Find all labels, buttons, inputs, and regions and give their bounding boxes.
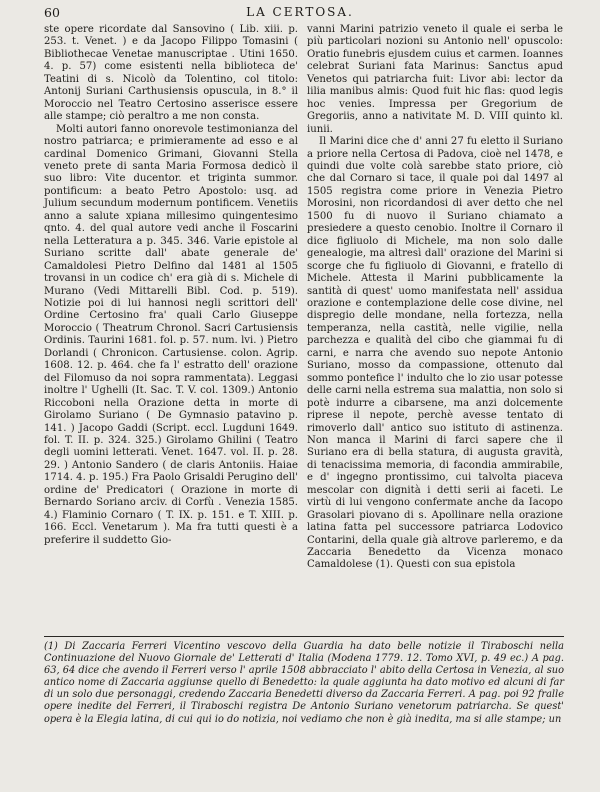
left-column [44, 24, 298, 547]
left-paragraph-2: Molti autori fanno onorevole testimonianza del nostro patriarca; e primieramente ad esso e al cardinal Domenico Grimani, Giovanni Stella veneto prete di santa Maria Formosa dedicò il suo libro: Vite ducentor. et triginta summor. pontificum: a beato Petro Apostolo: usq. ad Julium secundum modernum pontificem. Venetiis anno a salute xpiana millesimo quingentesimo qnto. 4. del qual autore vedi anche il Foscarini nella Letteratura a p. 345. 346. Varie epistole al Suriano scritte dall' abate generale de' Camaldolesi Pietro Delfino dal 1481 al 1505 trovansi in un codice ch' era già di s. Michele di Murano (Vedi Mittarelli Bibl. Cod. p. 519). Notizie poi di lui hannosi negli scrittori dell' Ordine Certosino fra' quali Carlo Giuseppe Moroccio ( Theatrum Chronol. Sacri Cartusiensis Ordinis. Taurini 1681. fol. p. 57. num. lvi. ) Pietro Dorlandi ( Chronicon. Cartusiense. colon. Agrip. 1608. 12. p. 464. che fa l' estratto dell' orazione del Filomuso da noi sopra rammentata). Leggasi inoltre l' Ughelli (It. Sac. T. V. col. 1309.) Antonio Riccoboni nella Orazione detta in morte di Girolamo Suriano ( De Gymnasio patavino p. 141. ) Jacopo Gaddi (Script. eccl. Lugduni 1649. fol. T. II. p. 324. 325.) Girolamo Ghilini ( Teatro degli uomini letterati. Venet. 1647. vol. II. p. 28. 29. ) Antonio Sandero ( de claris Antoniis. Haiae 1714. 4. p. 195.) Fra Paolo Grisaldi Perugino dell' ordine de' Predicatori ( Orazione in morte di Bernardo Soriano arciv. di Corfù . Venezia 1585. 4.) Flaminio Cornaro ( T. IX. p. 151. e T. XIII. p. 166. Eccl. Venetarum ). Ma fra tutti questi è a preferire il suddetto Gio- [44, 123, 298, 546]
right-paragraph-1: vanni Marini patrizio veneto il quale ei serba le più particolari nozioni su Antonio nell' opuscolo: Oratio funebris ejusdem cuius et carmen. Ioannes celebrat Suriani fata Marinus: Sanctus apud Venetos qui patriarcha fuit: Livor abi: lector da lilia manibus almis: Quod fuit hic flas: quod legis hoc venies. Impressa per Gregorium de Gregoriis, anno a nativitate M. D. VIII quinto kl. iunii. [307, 24, 564, 135]
footnote-rule [44, 636, 564, 637]
page-number: 60 [44, 5, 60, 20]
left-paragraph-1: ste opere ricordate dal Sansovino ( Lib. xiii. p. 253. t. Venet. ) e da Jacopo Filippo Tomasini ( Bibliothecae Venetae manuscriptae . Utini 1650. 4. p. 57) come esistenti nella biblioteca de' Teatini di s. Nicolò da Tolentino, col titolo: Antonij Suriani Carthusiensis opuscula, in 8.° il Moroccio nel Teatro Certosino asserisce essere alle stampe; ciò peraltro a me non consta. [44, 24, 298, 123]
right-column [307, 24, 563, 572]
page-header [0, 5, 600, 21]
footnote [44, 641, 564, 726]
footnote-text: (1) Di Zaccaria Ferreri Vicentino vescovo della Guardia ha dato belle notizie il Tiraboschi nella Continuazione del Nuovo Giornale de' Letterati d' Italia (Modena 1779. 12. Tomo XVI, p. 49 ec.) A pag. 63, 64 dice che avendo il Ferreri verso l' aprile 1508 abbracciato l' abito della Certosa in Venezia, al suo antico nome di Zaccaria aggiunse quello di Benedetto: la quale aggiunta ha dato motivo ed alcuni di far di un solo due personaggi, credendo Zaccaria Benedetti diverso da Zaccaria Ferreri. A pag. poi 92 fralle opere inedite del Ferreri, il Tiraboschi registra De Antonio Suriano venetorum patriarcha. Se quest' opera è la Elegia latina, di cui qui io do notizia, noi vediamo che non è già inedita, ma si alle stampe; un [44, 641, 564, 725]
right-paragraph-2: Il Marini dice che d' anni 27 fu eletto il Suriano a priore nella Certosa di Padova, cioè nel 1478, e quindi due volte colà sarebbe stato priore, ciò che dal Cornaro si tace, il quale poi dal 1497 al 1505 registra come priore in Venezia Pietro Morosini, non ricordandosi di aver detto che nel 1500 fu di nuovo il Suriano chiamato a presiedere a questo cenobio. Inoltre il Cornaro il dice figliuolo di Michele, ma non solo dalle genealogie, ma altresì dall' orazione del Marini si scorge che fu figliuolo di Giovanni, e fratello di Michele. Attesta il Marini pubblicamente la santità di quest' uomo manifestata nell' assidua orazione e contemplazione delle cose divine, nel dispregio delle mondane, nella fortezza, nella temperanza, nella castità, nelle vigilie, nella parchezza e qualità del cibo che giammai fu di carni, e narra che avendo suo nepote Antonio Suriano, mosso da compassione, ottenuto dal sommo pontefice l' indulto che lo zio usar potesse delle carni nella estrema sua malattia, non solo si potè indurre a cibarsene, ma anzi dolcemente riprese il nepote, perchè avesse tentato di rimoverlo dall' antico suo istituto di astinenza. Non manca il Marini di farci sapere che il Suriano era di bella statura, di augusta gravità, di tenacissima memoria, di facondia ammirabile, e d' ingegno prontissimo, cui talvolta piaceva mescolar con dignità i detti serii ai faceti. Le virtù di lui vengono confermate anche da Iacopo Grasolari piovano di s. Apollinare nella orazione latina fatta pel successore patriarca Lodovico Contarini, della quale già altrove parleremo, e da Zaccaria Benedetto da Vicenza monaco Camaldolese (1). Questi con sua epistola [307, 136, 563, 571]
running-title: LA CERTOSA. [246, 5, 354, 19]
